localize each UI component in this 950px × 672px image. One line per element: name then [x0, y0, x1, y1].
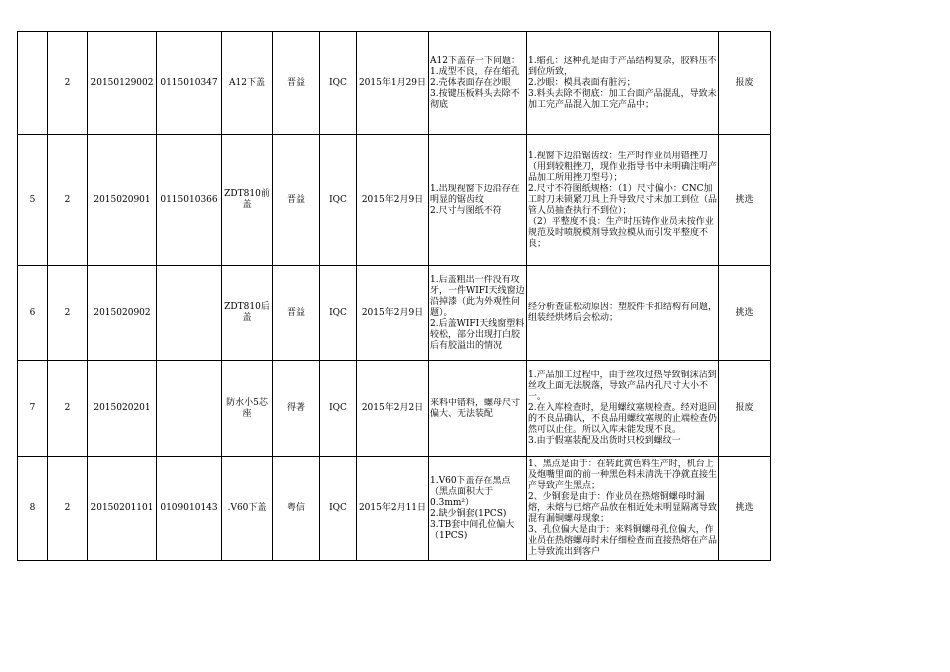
cell-part-name[interactable] [222, 135, 273, 266]
data-table [17, 31, 771, 561]
cell-result[interactable] [719, 135, 771, 266]
cell-part-name-text: .V60下盖 [227, 503, 267, 513]
cell-department-text: IQC [329, 403, 347, 413]
cell-no[interactable] [18, 361, 48, 457]
cell-order-number-text: 2015020201 [93, 403, 151, 413]
cell-problem-line: 1.成型不良，存在缩孔 2.壳体表面存在沙眼 [430, 66, 520, 88]
cell-date[interactable] [357, 361, 429, 457]
cell-department[interactable] [320, 266, 357, 361]
cell-quantity-text: 2 [64, 77, 71, 88]
cell-part-number[interactable] [157, 32, 222, 135]
cell-result[interactable] [719, 457, 771, 561]
cell-problem-text [430, 56, 525, 111]
cell-order-number-text: 2015020902 [93, 307, 151, 318]
cell-result[interactable] [719, 266, 771, 361]
cell-supplier[interactable] [273, 361, 320, 457]
cell-problem[interactable] [429, 32, 527, 135]
cell-department-text: IQC [329, 307, 347, 318]
cell-cause-line: 1.缩孔：这种孔是由于产品结构复杂，胶料压不到位所致， [528, 55, 717, 77]
cell-order-number[interactable] [88, 32, 157, 135]
cell-no-text: 7 [29, 403, 36, 413]
cell-no-text: 6 [29, 307, 36, 318]
cell-date-text: 2015年2月9日 [361, 194, 424, 205]
cell-problem-line: A12下盖存一下问题： [430, 55, 520, 66]
cell-part-name[interactable] [222, 32, 273, 135]
cell-cause[interactable] [527, 266, 719, 361]
cell-cause-line: 1.产品加工过程中，由于丝攻过热导致铜沫沾到丝攻上面无法脱落，导致产品内孔尺寸大小不一。 [528, 370, 717, 402]
cell-part-name[interactable] [222, 266, 273, 361]
cell-date[interactable] [357, 457, 429, 561]
cell-department-text: IQC [329, 503, 347, 513]
cell-date-text: 2015年2月11日 [358, 503, 427, 513]
cell-part-name-text: ZDT810后盖 [224, 302, 270, 323]
cell-problem-line: 2.缺少铜套(1PCS) [430, 508, 507, 519]
cell-result-text: 报废 [735, 403, 754, 413]
cell-no-text: 8 [29, 503, 36, 513]
cell-quantity[interactable] [48, 457, 88, 561]
cell-part-name[interactable] [222, 361, 273, 457]
cell-order-number-text: 20150129002 [90, 77, 154, 88]
cell-quantity[interactable] [48, 361, 88, 457]
cell-quantity[interactable] [48, 135, 88, 266]
cell-cause-line: 经分析查证松动原因：塑胶件卡扣结构有问题，组装经烘烤后会松动； [528, 302, 717, 323]
cell-supplier[interactable] [273, 457, 320, 561]
cell-supplier-text: 晋益 [286, 77, 305, 88]
cell-order-number[interactable] [88, 266, 157, 361]
cell-date[interactable] [357, 266, 429, 361]
cell-result-text: 挑选 [735, 307, 754, 318]
cell-cause-line: 2、少铜套是由于：作业员在热熔铜螺母时漏熔，未熔与已熔产品放在相近处未明显隔离导致混有漏铜螺母现象； [528, 492, 717, 524]
cell-date[interactable] [357, 135, 429, 266]
cell-cause[interactable] [527, 135, 719, 266]
cell-no[interactable] [18, 457, 48, 561]
cell-order-number-text: 20150201101 [90, 503, 154, 513]
cell-order-number[interactable] [88, 361, 157, 457]
table-row [18, 457, 771, 561]
cell-order-number-text: 2015020901 [93, 194, 151, 205]
cell-cause-text [528, 151, 717, 250]
cell-problem-text [430, 476, 525, 542]
cell-cause-text [528, 370, 717, 447]
cell-problem-line: 来料中错料，螺母尺寸偏大、无法装配 [430, 397, 521, 419]
cell-cause-line: 1.视窗下边沿锯齿纹：生产时作业员用错挫刀（用到较粗挫刀，现作业指导书中未明确注明产品加工所用挫刀型号）； [528, 150, 717, 183]
cell-part-number[interactable] [157, 361, 222, 457]
cell-result[interactable] [719, 32, 771, 135]
cell-supplier-text: 得著 [286, 403, 305, 413]
cell-result-text: 挑选 [735, 194, 754, 205]
table-row [18, 32, 771, 135]
cell-supplier-text: 粤信 [286, 503, 305, 513]
cell-problem-text [430, 184, 525, 217]
cell-result-text: 挑选 [735, 503, 754, 513]
cell-no[interactable] [18, 135, 48, 266]
cell-part-name-text: ZDT810前盖 [224, 189, 270, 210]
cell-result[interactable] [719, 361, 771, 457]
cell-result-text: 报废 [735, 77, 754, 88]
cell-problem-line: 2.尺寸与图纸不符 [430, 205, 502, 216]
cell-part-number-text: 0109010143 [160, 503, 218, 513]
cell-problem-line: 3.TB套中间孔位偏大（1PCS) [430, 519, 515, 541]
cell-cause[interactable] [527, 457, 719, 561]
cell-department[interactable] [320, 457, 357, 561]
cell-problem-line: 2.后盖WIFI天线窗塑料较松，部分出现打白胶后有胶溢出的情况 [430, 318, 525, 351]
cell-cause-text [528, 302, 717, 324]
cell-cause-text [528, 459, 717, 558]
cell-cause-line: 3、孔位偏大是由于：来料铜螺母孔位偏大，作业员在热熔螺母时未仔细检查而直接热熔在产品上导致流出到客户 [528, 525, 717, 557]
cell-cause[interactable] [527, 361, 719, 457]
cell-problem-line: 1.后盖粗出一件没有攻牙，一件WIFI天线窗边沿掉漆（此为外观性问题）。 [430, 274, 525, 318]
cell-quantity-text: 2 [64, 403, 71, 413]
cell-cause-line: 3.料头去除不彻底：加工台面产品混乱，导致未加工完产品混入加工完产品中； [528, 88, 717, 110]
cell-problem[interactable] [429, 457, 527, 561]
table-row [18, 135, 771, 266]
cell-order-number[interactable] [88, 135, 157, 266]
table-row [18, 361, 771, 457]
cell-problem-text [430, 275, 525, 352]
cell-problem-text [430, 398, 525, 420]
cell-problem-line: 1.V60下盖存在黑点（黑点面积大于0.3mm²） [430, 475, 511, 508]
cell-problem-line: 3.按键压板料头去除不彻底 [430, 88, 520, 110]
cell-no[interactable] [18, 266, 48, 361]
cell-date-text: 2015年1月29日 [358, 77, 427, 88]
cell-date[interactable] [357, 32, 429, 135]
cell-quantity-text: 2 [64, 194, 71, 205]
cell-department-text: IQC [329, 77, 347, 88]
cell-cause-text [528, 56, 717, 111]
cell-cause-line: （2）平整度不良：生产时压铸作业员未按作业规范及时喷脱模剂导致拉模从而引发平整度不良； [528, 216, 714, 249]
cell-supplier[interactable] [273, 266, 320, 361]
cell-cause-line: 1、黑点是由于：在转此黄色料生产时，机台上及炮嘴里面的前一种黑色料未清洗干净就直接生产导致产生黑点； [528, 459, 717, 491]
cell-department[interactable] [320, 135, 357, 266]
cell-part-number-text: 0115010366 [160, 194, 218, 205]
cell-department[interactable] [320, 361, 357, 457]
cell-no-text: 5 [29, 194, 36, 205]
cell-part-number[interactable] [157, 266, 222, 361]
cell-quantity[interactable] [48, 32, 88, 135]
cell-part-name[interactable] [222, 457, 273, 561]
cell-part-number[interactable] [157, 457, 222, 561]
cell-supplier-text: 晋益 [286, 194, 305, 205]
cell-date-text: 2015年2月2日 [361, 403, 424, 413]
table-row [18, 266, 771, 361]
cell-supplier[interactable] [273, 32, 320, 135]
cell-problem[interactable] [429, 135, 527, 266]
cell-no[interactable] [18, 32, 48, 135]
cell-problem-line: 1.出现视窗下边沿存在明显的锯齿纹 [430, 183, 520, 205]
cell-cause-line: 2.沙眼：模具表面有脏污； [528, 77, 636, 88]
cell-cause-line: 2.尺寸不符图纸规格：（1）尺寸偏小：CNC加工时刀未锁紧刀具上升导致尺寸未加工到位（品管人员抽查执行不到位）； [528, 183, 717, 216]
cell-department[interactable] [320, 32, 357, 135]
cell-cause[interactable] [527, 32, 719, 135]
cell-department-text: IQC [329, 194, 347, 205]
cell-order-number[interactable] [88, 457, 157, 561]
cell-quantity-text: 2 [64, 307, 71, 318]
cell-supplier[interactable] [273, 135, 320, 266]
cell-supplier-text: 晋益 [286, 307, 305, 318]
cell-part-name-text: 防水小5芯座 [226, 397, 268, 419]
cell-part-number[interactable] [157, 135, 222, 266]
cell-part-number-text: 0115010347 [160, 77, 218, 88]
cell-problem[interactable] [429, 266, 527, 361]
cell-date-text: 2015年2月9日 [361, 307, 424, 318]
cell-part-name-text: A12下盖 [229, 77, 265, 88]
cell-cause-line: 2.在入库检查时，是用螺纹塞规检查。经对退回的不良品确认，不良品用螺纹塞规的止端检查仍然可以止住。所以入库未能发现不良。 [528, 403, 717, 435]
cell-quantity[interactable] [48, 266, 88, 361]
cell-quantity-text: 2 [64, 503, 71, 513]
cell-problem[interactable] [429, 361, 527, 457]
cell-cause-line: 3.由于假塞装配及出货时只校到螺纹一 [528, 436, 681, 446]
